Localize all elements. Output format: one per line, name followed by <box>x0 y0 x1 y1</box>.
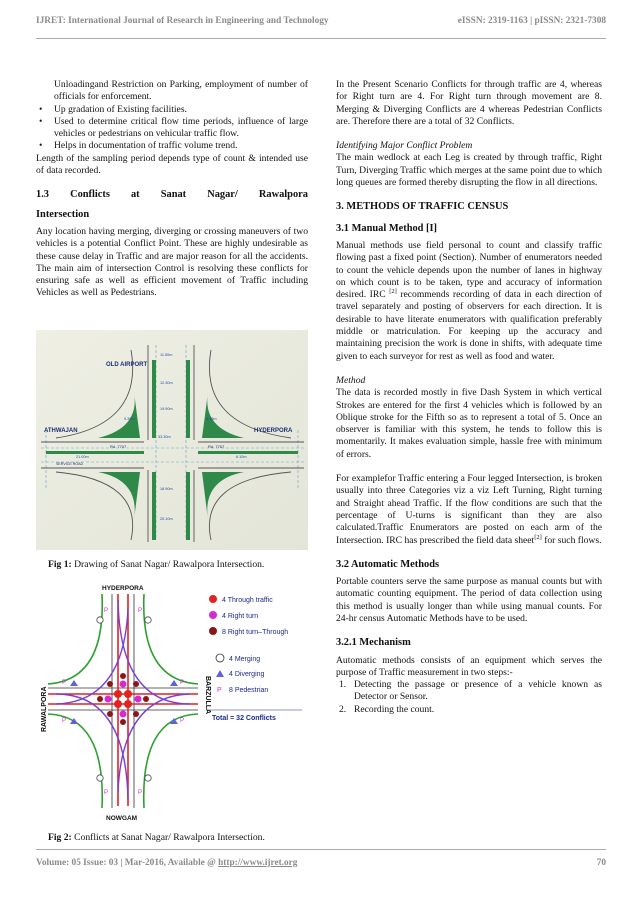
mechanism-body: Automatic methods consists of an equipment which serves the purpose of Traffic measurement in two steps:- <box>336 654 602 678</box>
label-west: RAWALPORA <box>41 686 48 732</box>
legend-item: 4 Diverging <box>229 671 265 678</box>
journal-link[interactable]: http://www.ijret.org <box>218 858 298 868</box>
dim-label: 11.50m <box>160 353 173 357</box>
dim-label: 12.30m <box>160 381 173 385</box>
label-rd-right: Rd. 7767 <box>208 444 225 449</box>
legend-marker-right-through <box>209 627 217 635</box>
sampling-text: Length of the sampling period depends type of count & intended use of data recorded. <box>36 152 308 177</box>
manual-method-body: Manual methods use field personal to count and classify traffic flowing past a fixed point (Section). Number of enumerators needed to count the vehicle depends upon the number of lanes in highway on which count is to be taken, type and accuracy of information desired. IRC [2] recommends recording of data in each direction of travel separately and posting of observers for each direction. It is desirable to have literate enumerators with qualification preferably middle or matriculation. For keeping up the accuracy and maintaining precision the work is done in shifts, with adequate time given to each surveyor for rest as well as food and water. <box>336 239 602 362</box>
section-number: 1.3 <box>36 189 49 201</box>
dim-label: 18.90m <box>160 487 173 491</box>
heading-word: Conflicts <box>70 189 110 201</box>
legend-item: 4 Merging <box>229 656 261 663</box>
footer-rule <box>36 849 606 850</box>
pedestrian-mark: P <box>104 608 109 614</box>
figure-1 <box>36 330 308 550</box>
example-body: For examplefor Traffic entering a Four legged Intersection, is broken usually into three Categories viz a viz Left Turning, Right turning and Straight ahead Traffic. If the flow conditions are such that the percentage of U-turns is significant than they are also calculated.Traffic Enumerators are posted on each arm of the Intersection. IRC has prescribed the field data sheet[2] for such flows. <box>336 473 602 546</box>
dim-label: 20.10m <box>160 517 173 521</box>
legend-marker-through <box>209 595 217 603</box>
pedestrian-mark: P <box>180 680 185 686</box>
figure-2-caption <box>48 832 265 843</box>
section-3-2-heading: 3.2 Automatic Methods <box>336 558 440 570</box>
heading-word: Sanat <box>160 189 187 201</box>
citation: [2] <box>534 533 542 541</box>
bullet-item: • Helps in documentation of traffic volume trend. <box>36 140 308 152</box>
heading-word: Nagar/ <box>207 189 238 201</box>
pedestrian-mark: P <box>62 718 67 724</box>
bullet-list <box>36 104 308 153</box>
fig-label: Fig 1: <box>48 559 72 570</box>
figure-2 <box>40 580 302 822</box>
dim-label: 33.30m <box>158 435 171 439</box>
method-title: Method <box>336 374 366 386</box>
automatic-methods-body: Portable counters serve the same purpose as manual counts but with automatic counting equipment. The period of data collection using this method is usually longer than while using manual counts. For 24-hr census Automatic Methods have to be used. <box>336 576 602 624</box>
footer-volume: Volume: 05 Issue: 03 | Mar-2016, Available @ <box>36 858 219 868</box>
legend-item: 4 Right turn <box>222 613 259 620</box>
section-1-3-body: Any location having merging, diverging or crossing maneuvers of two vehicles is a potential Conflict Point. These are highly undesirable as these cause delay in Traffic and are major reason for all the accidents. The main aim of intersection Control is resolving these conflicts for ensuring safe as well as efficient movement of Traffic including Vehicles as well as Pedestrians. <box>36 225 308 299</box>
section-1-3-heading-line2: Intersection <box>36 208 90 220</box>
dim-label: 21.00m <box>76 455 89 459</box>
legend-item: 4 Through traffic <box>222 597 273 604</box>
journal-title: IJRET: International Journal of Research in Engineering and Technology <box>36 16 329 26</box>
method-body: The data is recorded mostly in five Dash System in which vertical Strokes are entered for the first 4 vehicles which is followed by an Oblique stroke for the Fifth so as to represent a total of 5. Once an observer is familiar with this system, he tends to follow this is momentarily. It makes evaluation simple, hassle free with minimum of errors. <box>336 387 602 460</box>
dim-label: 19.90m <box>160 407 173 411</box>
label-old-airport: OLD AIRPORT <box>106 362 148 368</box>
page-number: 70 <box>596 858 606 868</box>
identify-body: The main wedlock at each Leg is created by through traffic, Right Turn, Diverging Traffic which merges at the same point due to which long queues are formed thereby disrupting the flow in all directions. <box>336 152 602 189</box>
conflict-summary: In the Present Scenario Conflicts for through traffic are 4, whereas for Right turn are 4. For Right turn through movement are 8. Merging & Diverging Conflicts are 4 whereas Pedestrian Conflicts are. Therefore there are a total of 32 Conflicts. <box>336 79 602 127</box>
heading-word: Rawalpora <box>258 189 308 201</box>
heading-word: at <box>130 189 140 201</box>
citation: [2] <box>389 287 397 295</box>
right-column <box>336 79 602 716</box>
pedestrian-mark: P <box>180 718 185 724</box>
section-3-1-heading: 3.1 Manual Method [I] <box>336 222 438 234</box>
header-rule <box>36 38 606 39</box>
list-item: 1. Detecting the passage or presence of a vehicle known as Detector or Sensor. <box>339 679 602 703</box>
label-south: NOWGAM <box>106 815 138 822</box>
dim-label: 9.30m <box>124 417 135 421</box>
intersection-drawing <box>36 330 308 550</box>
total-conflicts: Total = 32 Conflicts <box>212 715 276 722</box>
bullet-item: • Up gradation of Existing facilities. <box>36 104 308 116</box>
label-north: HYDERPORA <box>102 585 144 592</box>
figure-1-caption <box>48 559 264 570</box>
legend-item: 8 Pedestrian <box>229 687 269 694</box>
dim-label: 8.16m <box>206 417 217 421</box>
steps-list <box>336 679 602 716</box>
legend-marker-pedestrian: P <box>217 687 222 694</box>
pedestrian-mark: P <box>104 790 109 796</box>
continued-item: Unloadingand Restriction on Parking, employment of number of officials for enforcement. <box>54 79 308 103</box>
identify-title: Identifying Major Conflict Problem <box>336 140 473 152</box>
pedestrian-mark: P <box>138 608 143 614</box>
issn: eISSN: 2319-1163 | pISSN: 2321-7308 <box>457 16 606 26</box>
section-3-heading: 3. METHODS OF TRAFFIC CENSUS <box>336 201 509 213</box>
section-1-3-heading <box>36 189 308 201</box>
legend-marker-merging <box>216 654 224 662</box>
label-hyderpora: HYDERPORA <box>254 428 293 434</box>
section-3-2-1-heading: 3.2.1 Mechanism <box>336 637 411 649</box>
label-east: BARZULLA <box>204 676 211 715</box>
legend-item: 8 Right turn–Through <box>222 629 289 636</box>
fig-label: Fig 2: <box>48 832 72 843</box>
pedestrian-mark: P <box>138 790 143 796</box>
list-item: 2. Recording the count. <box>339 703 435 715</box>
label-rd-left: Rd. 7707 <box>110 444 127 449</box>
running-footer <box>36 858 606 868</box>
legend-marker-right-turn <box>209 611 217 619</box>
label-service-road: SERVICE ROAD <box>56 462 84 466</box>
bullet-item: • Used to determine critical flow time periods, influence of large vehicles or pedestrians on vehicular traffic flow. <box>36 116 308 141</box>
dim-label: 6.10m <box>236 455 247 459</box>
label-athwajan: ATHWAJAN <box>44 428 78 434</box>
fig-caption-text: Conflicts at Sanat Nagar/ Rawalpora Intersection. <box>74 832 265 843</box>
left-column <box>36 79 308 300</box>
pedestrian-mark: P <box>62 680 67 686</box>
fig-caption-text: Drawing of Sanat Nagar/ Rawalpora Intersection. <box>74 559 265 570</box>
conflict-diagram <box>40 580 302 822</box>
